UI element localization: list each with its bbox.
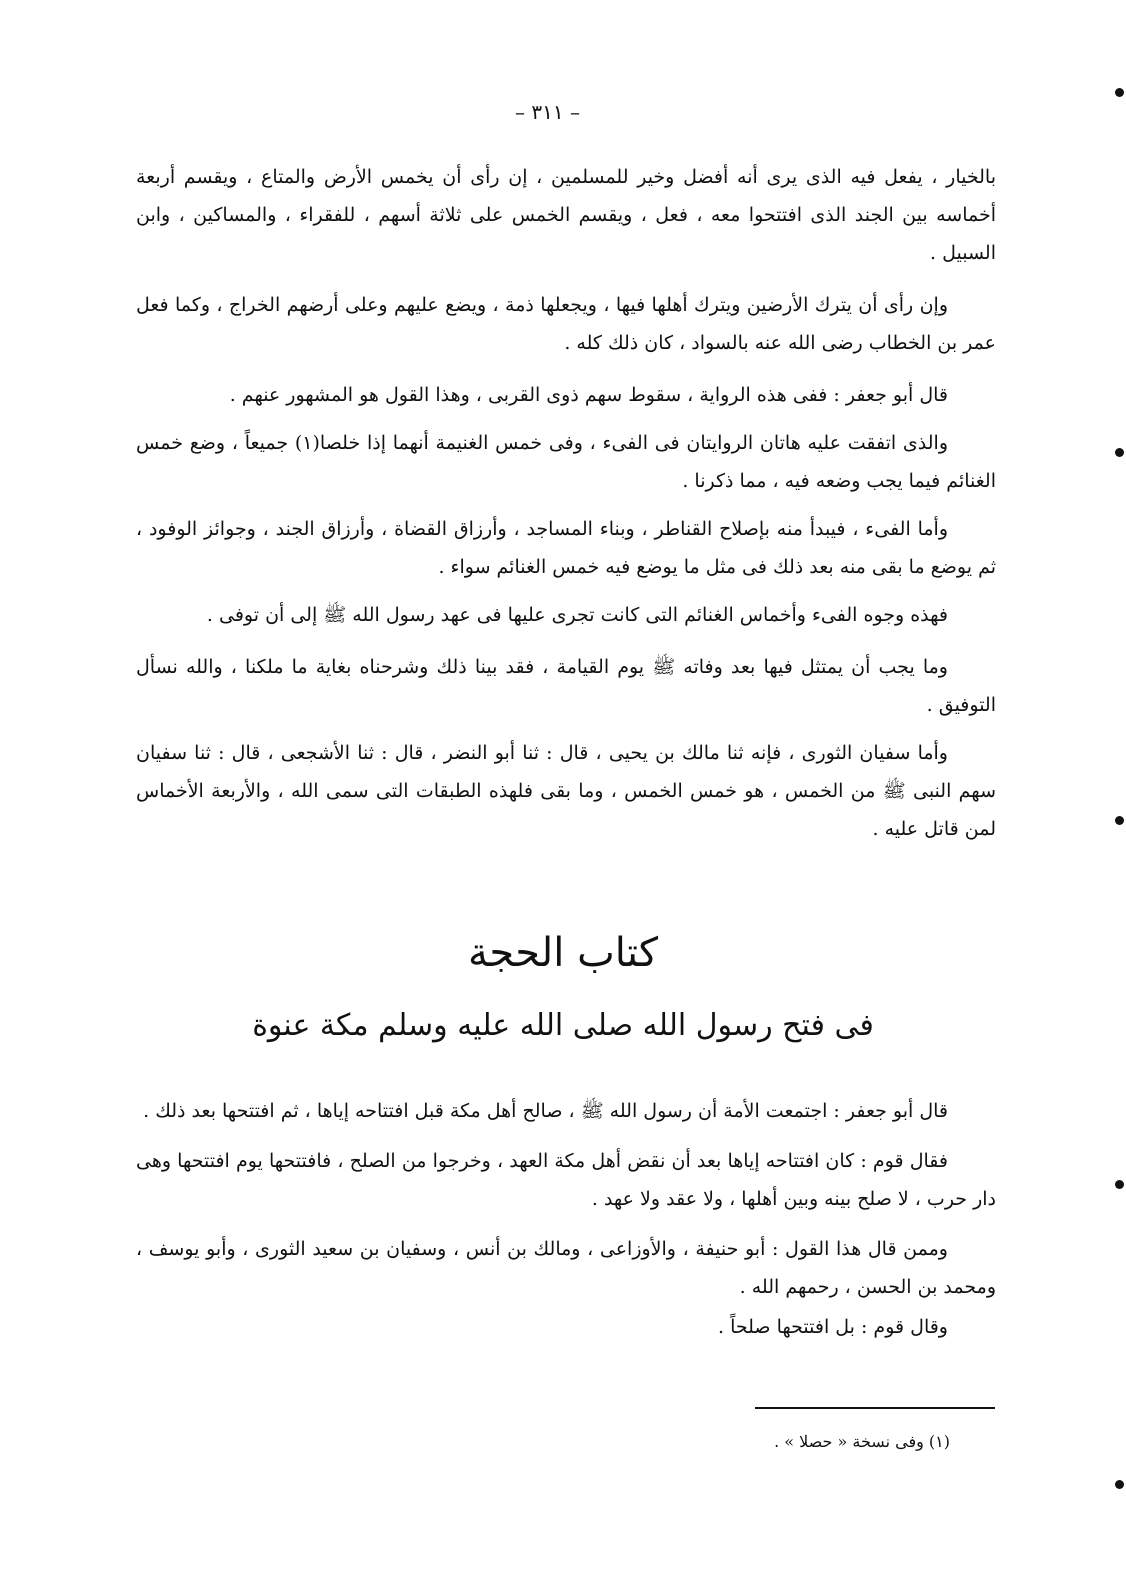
- scan-edge-mark: [1115, 816, 1124, 825]
- paragraph: فهذه وجوه الفىء وأخماس الغنائم التى كانت تجرى عليها فى عهد رسول الله ﷺ إلى أن توفى .: [206, 604, 948, 626]
- paragraph: فقال قوم : كان افتتاحه إياها بعد أن نقض أهل مكة العهد ، وخرجوا من الصلح ، فافتتحها يوم افتتحها وهى دار حرب ، لا صلح بينه وبين أهلها ، ولا عقد ولا عهد .: [136, 1150, 996, 1210]
- book-title: كتاب الحجة: [467, 930, 659, 976]
- paragraph: وممن قال هذا القول : أبو حنيفة ، والأوزاعى ، ومالك بن أنس ، وسفيان بن سعيد الثورى ، وأبو يوسف ، ومحمد بن الحسن ، رحمهم الله .: [136, 1238, 996, 1298]
- section-2-body: [136, 1092, 996, 1346]
- paragraph: بالخيار ، يفعل فيه الذى يرى أنه أفضل وخير للمسلمين ، إن رأى أن يخمس الأرض والمتاع ، ويقسم أربعة أخماسه بين الجند الذى افتتحوا معه ، فعل ، ويقسم الخمس على ثلاثة أسهم ، للفقراء ، والمساكين ، وابن السبيل .: [136, 166, 996, 264]
- paragraph: وأما سفيان الثورى ، فإنه ثنا مالك بن يحيى ، قال : ثنا أبو النضر ، قال : ثنا الأشجعى ، قال : ثنا سفيان سهم النبى ﷺ من الخمس ، هو خمس الخمس ، وما بقى فلهذه الطبقات التى سمى الله ، والأربعة الأخماس لمن قاتل عليه .: [136, 742, 996, 840]
- scan-edge-mark: [1115, 1180, 1124, 1189]
- chapter-title: فى فتح رسول الله صلى الله عليه وسلم مكة عنوة: [252, 1008, 874, 1043]
- scan-edge-mark: [1115, 1480, 1124, 1489]
- paragraph: وقال قوم : بل افتتحها صلحاً .: [718, 1316, 948, 1338]
- footnote: (١) وفى نسخة « حصلا » .: [774, 1432, 950, 1451]
- page-number: – ٣١١ –: [515, 100, 580, 124]
- footnote-divider: [755, 1407, 995, 1409]
- paragraph: قال أبو جعفر : اجتمعت الأمة أن رسول الله ﷺ ، صالح أهل مكة قبل افتتاحه إياها ، ثم افتتحها بعد ذلك .: [143, 1100, 948, 1122]
- section-1-body: [136, 158, 996, 848]
- paragraph: والذى اتفقت عليه هاتان الروايتان فى الفىء ، وفى خمس الغنيمة أنهما إذا خلصا(١) جميعاً ، وضع خمس الغنائم فيما يجب وضعه فيه ، مما ذكرنا .: [136, 432, 996, 492]
- paragraph: وإن رأى أن يترك الأرضين ويترك أهلها فيها ، ويجعلها ذمة ، ويضع عليهم وعلى أرضهم الخراج ، وكما فعل عمر بن الخطاب رضى الله عنه بالسواد ، كان ذلك كله .: [136, 294, 996, 354]
- scan-edge-mark: [1115, 448, 1124, 457]
- paragraph: وما يجب أن يمتثل فيها بعد وفاته ﷺ يوم القيامة ، فقد بينا ذلك وشرحناه بغاية ما ملكنا ، والله نسأل التوفيق .: [136, 656, 996, 716]
- paragraph: وأما الفىء ، فيبدأ منه بإصلاح القناطر ، وبناء المساجد ، وأرزاق القضاة ، وأرزاق الجند ، وجوائز الوفود ، ثم يوضع ما بقى منه بعد ذلك فى مثل ما يوضع فيه خمس الغنائم سواء .: [136, 518, 996, 578]
- scan-edge-mark: [1115, 88, 1124, 97]
- paragraph: قال أبو جعفر : ففى هذه الرواية ، سقوط سهم ذوى القربى ، وهذا القول هو المشهور عنهم .: [229, 384, 948, 406]
